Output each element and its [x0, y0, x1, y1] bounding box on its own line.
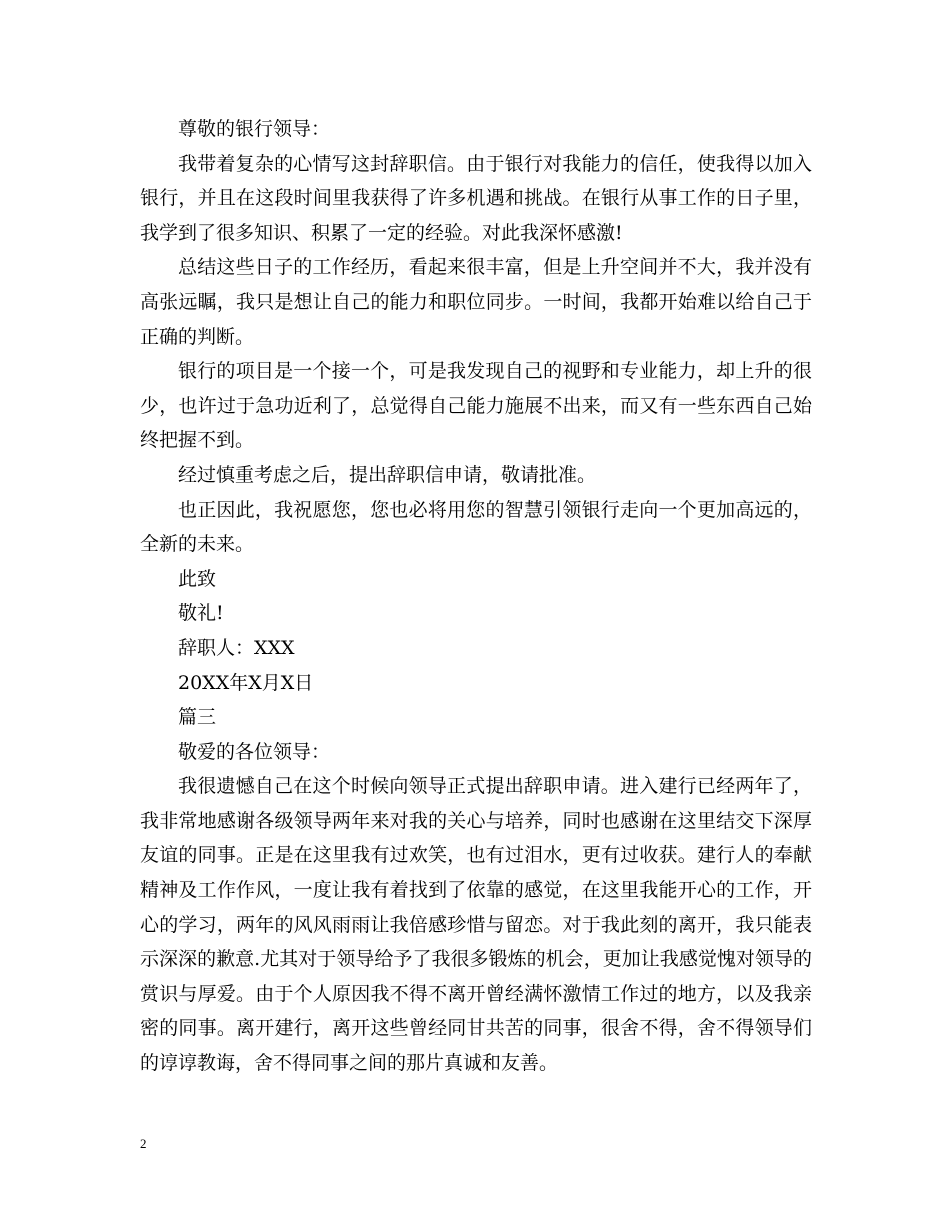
signature-line: 辞职人：XXX	[178, 636, 295, 659]
document-body	[140, 112, 812, 1081]
section-heading: 篇三	[178, 706, 217, 729]
date-line: 20XX年X月X日	[178, 671, 314, 694]
paragraph: 也正因此，我祝愿您，您也必将用您的智慧引领银行走向一个更加高远的，全新的未来。	[140, 498, 812, 556]
page-number: 2	[140, 1136, 147, 1151]
paragraph: 经过慎重考虑之后，提出辞职信申请，敬请批准。	[178, 463, 597, 486]
salutation: 敬爱的各位领导：	[178, 740, 331, 763]
paragraph: 我带着复杂的心情写这封辞职信。由于银行对我能力的信任，使我得以加入银行，并且在这段时间里我获得了许多机遇和挑战。在银行从事工作的日子里，我学到了很多知识、积累了一定的经验。对此我深怀感激!	[140, 152, 812, 244]
paragraph: 银行的项目是一个接一个，可是我发现自己的视野和专业能力，却上升的很少，也许过于急功近利了，总觉得自己能力施展不出来，而又有一些东西自己始终把握不到。	[140, 360, 812, 452]
closing-line: 敬礼!	[178, 602, 224, 625]
closing-line: 此致	[178, 567, 217, 590]
salutation: 尊敬的银行领导：	[178, 118, 331, 140]
paragraph: 我很遗憾自己在这个时候向领导正式提出辞职申请。进入建行已经两年了，我非常地感谢各级领导两年来对我的关心与培养，同时也感谢在这里结交下深厚友谊的同事。正是在这里我有过欢笑，也有过泪水，更有过收获。建行人的奉献精神及工作作风，一度让我有着找到了依靠的感觉，在这里我能开心的工作，开心的学习，两年的风风雨雨让我倍感珍惜与留恋。对于我此刻的离开，我只能表示深深的歉意.尤其对于领导给予了我很多锻炼的机会，更加让我感觉愧对领导的赏识与厚爱。由于个人原因我不得不离开曾经满怀激情工作过的地方，以及我亲密的同事。离开建行，离开这些曾经同甘共苦的同事，很舍不得，舍不得领导们的谆谆教诲，舍不得同事之间的那片真诚和友善。	[140, 775, 812, 1075]
paragraph: 总结这些日子的工作经历，看起来很丰富，但是上升空间并不大，我并没有高张远瞩，我只是想让自己的能力和职位同步。一时间，我都开始难以给自己于正确的判断。	[140, 256, 812, 348]
